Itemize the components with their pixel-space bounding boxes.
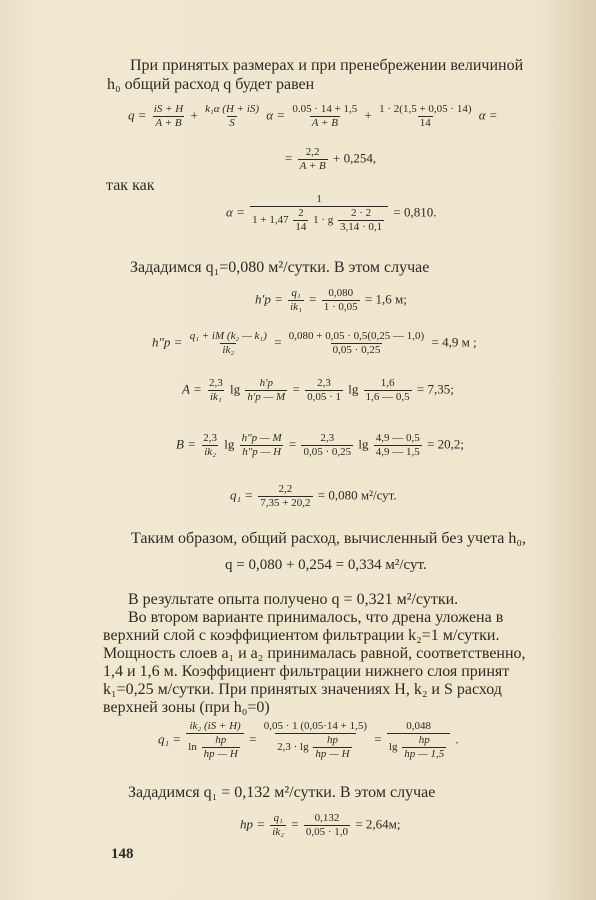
para3-line4: Мощность слоев a₁ и a₂ принималась равной, соответственно,: [103, 645, 526, 662]
equation-2: = $\frac{2,2}{A + B}$ + 0,254,: [285, 146, 377, 172]
para1-line2: h₀ общий расход q будет равен: [107, 76, 315, 93]
tak-kak-label: так как: [106, 177, 155, 194]
equation-8: q₁ = $\frac{2,2}{7,35 + 20,2}$ = 0,080 м²/сут.: [230, 483, 397, 509]
para3-line7: верхней зоны (при h₀=0): [103, 699, 270, 716]
para2-text: Таким образом, общий расход, вычисленный без учета h₀,: [131, 530, 526, 547]
equation-4: h′р = $\frac{\text{q₁}}{\text{ik₁}}$ = $\frac{0,080}{1 \cdot 0,05}$ = 1,6 м;: [255, 287, 407, 313]
zad1-text: Зададимся q₁=0,080 м²/сутки. В этом случае: [130, 259, 430, 276]
para3-line5: 1,4 и 1,6 м. Коэффициент фильтрации нижнего слоя принят: [103, 663, 510, 680]
equation-1: q = $\frac{iS + H}{A + B}$ + $\frac{\text{k₁α (H + iS)}}{S}$ α = $\frac{0.05 \cdot 14 + 1,5}{A + B}$ + $\frac{1 \cdot 2(1,5 + 0,05 \cdot 14)}{14}$ α =: [128, 103, 498, 129]
equation-7: B = $\frac{2,3}{\text{ik₂}}$ lg $\frac{h''р — M}{h''р — H}$ = $\frac{2,3}{0,05 \cdot 0,25}$ lg $\frac{4,9 — 0,5}{4,9 — 1,5}$ = 20,2;: [176, 432, 464, 458]
equation-9: q = 0,080 + 0,254 = 0,334 м²/сут.: [225, 557, 427, 573]
equation-3: α = 1 1 + 1,47 $\frac{2}{14}$ 1 · g $\frac{2 \cdot 2}{3,14 \cdot 0,1}$ = 0,810.: [226, 193, 437, 233]
equation-5: h″р = $\frac{\text{q₁ + iM (k₂ — k₁)}}{\text{ik₂}}$ = $\frac{0,080 + 0,05 \cdot 0,5(0,25 — 1,0)}{0,05 \cdot 0,25}$ = 4,9 м ;: [152, 330, 477, 356]
equation-6: A = $\frac{2,3}{\text{ik₁}}$ lg $\frac{h'р}{h'р — M}$ = $\frac{2,3}{0,05 \cdot 1}$ lg $\frac{1,6}{1,6 — 0,5}$ = 7,35;: [182, 377, 454, 403]
para3-line2: Во втором варианте принималось, что дрена уложена в: [128, 609, 504, 626]
para3-line1: В результате опыта получено q = 0,321 м²/сутки.: [128, 591, 459, 608]
para1-line1: При принятых размерах и при пренебрежении величиной: [130, 57, 524, 74]
equation-10: q₁ = ik₂ (iS + H) ln $\frac{hр}{hр — H}$ = 0,05 · 1 (0,05·14 + 1,5) 2,3 · lg $\frac{hр}{hр — H}$ = 0,048 lg $\frac{hр}{hр — 1,5}$ .: [158, 720, 459, 760]
zad2-text: Зададимся q₁ = 0,132 м²/сутки. В этом случае: [128, 784, 436, 801]
equation-11: hр = $\frac{\text{q₁}}{\text{ik₂}}$ = $\frac{0,132}{0,05 \cdot 1,0}$ = 2,64м;: [240, 812, 401, 838]
page-number: 148: [111, 846, 134, 862]
para3-line3: верхний слой с коэффициентом фильтрации k₂=1 м/сутки.: [103, 627, 500, 644]
para3-line6: k₁=0,25 м/сутки. При принятых значениях H, k₂ и S расход: [103, 681, 502, 698]
